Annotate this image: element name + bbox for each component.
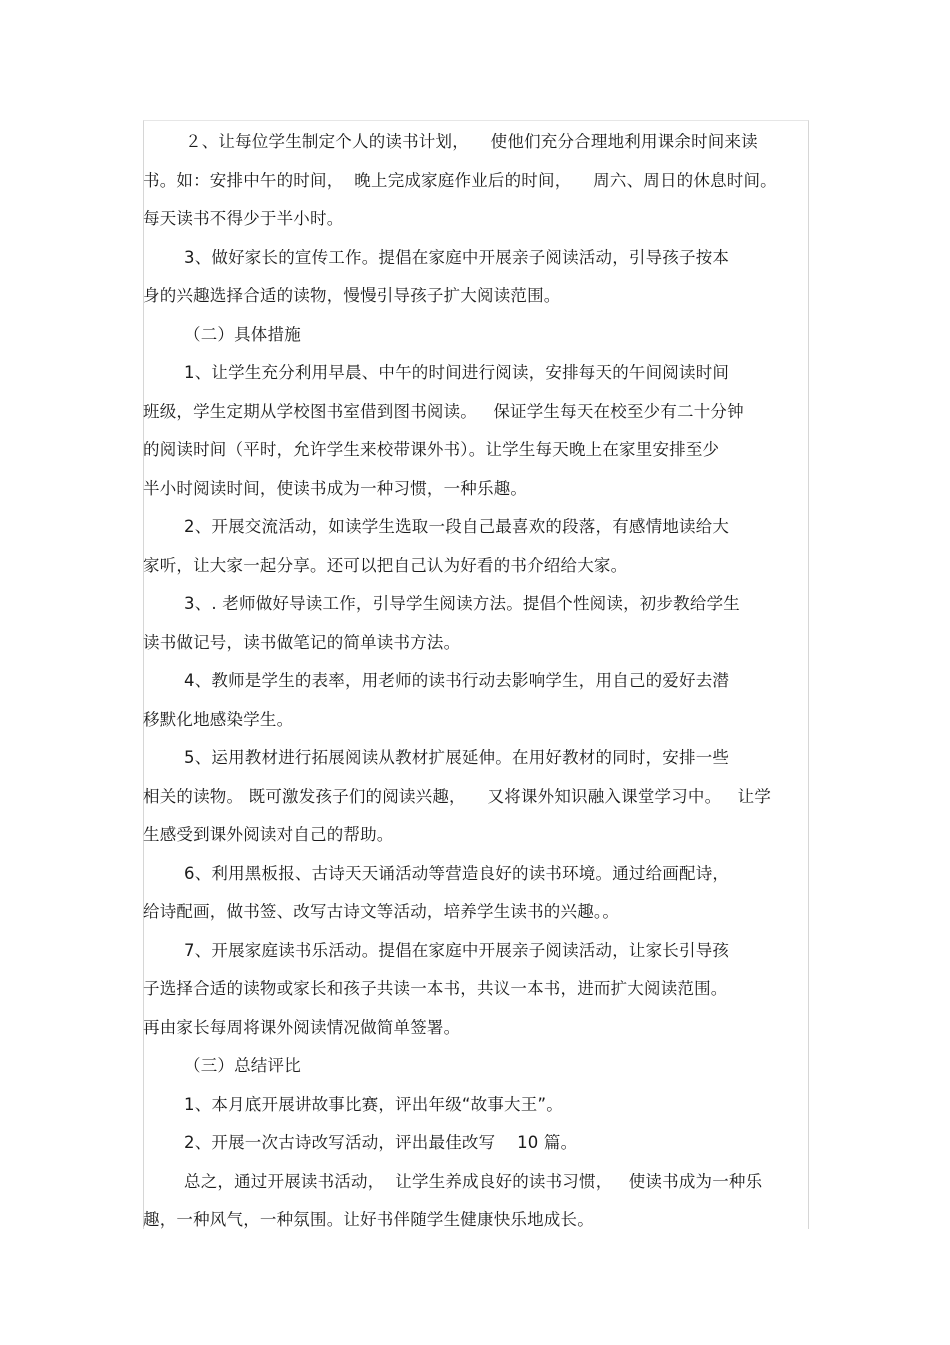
text-line: 生感受到课外阅读对自己的帮助。 [143,825,394,844]
text-line: 趣，一种风气，一种氛围。让好书伴随学生健康快乐地成长。 [143,1210,594,1229]
text-line: ２、让每位学生制定个人的读书计划， 使他们充分合理地利用课余时间来读 [185,132,758,151]
text-line: 1、让学生充分利用早晨、中午的时间进行阅读，安排每天的午间阅读时间 [184,363,730,382]
section-heading: （三）总结评比 [184,1056,301,1075]
text-line: 半小时阅读时间，使读书成为一种习惯，一种乐趣。 [143,479,528,498]
text-line: 每天读书不得少于半小时。 [143,209,344,228]
text-line: 6、利用黑板报、古诗天天诵活动等营造良好的读书环境。通过给画配诗， [184,864,730,883]
text-line: 2、开展一次古诗改写活动，评出最佳改写 10 篇。 [184,1133,578,1152]
text-line: 的阅读时间（平时，允许学生来校带课外书）。让学生每天晚上在家里安排至少 [143,440,720,459]
text-line: 5、运用教材进行拓展阅读从教材扩展延伸。在用好教材的同时，安排一些 [184,748,730,767]
text-line: 给诗配画，做书签、改写古诗文等活动，培养学生读书的兴趣。。 [143,902,620,921]
text-line: 再由家长每周将课外阅读情况做简单签署。 [143,1018,461,1037]
text-line: 移默化地感染学生。 [143,710,294,729]
text-line: 1、本月底开展讲故事比赛，评出年级“故事大王”。 [184,1095,563,1114]
text-line: 4、教师是学生的表率，用老师的读书行动去影响学生，用自己的爱好去潜 [184,671,730,690]
text-line: 总之，通过开展读书活动， 让学生养成良好的读书习惯， 使读书成为一种乐 [184,1172,763,1191]
text-line: 班级，学生定期从学校图书室借到图书阅读。 保证学生每天在校至少有二十分钟 [143,402,744,421]
text-line: 子选择合适的读物或家长和孩子共读一本书，共议一本书，进而扩大阅读范围。 [143,979,728,998]
text-line: 7、开展家庭读书乐活动。提倡在家庭中开展亲子阅读活动，让家长引导孩 [184,941,730,960]
text-line: 读书做记号，读书做笔记的简单读书方法。 [143,633,461,652]
text-line: 3、. 老师做好导读工作，引导学生阅读方法。提倡个性阅读，初步教给学生 [184,594,740,613]
text-line: 家听，让大家一起分享。还可以把自己认为好看的书介绍给大家。 [143,556,628,575]
text-line: 3、做好家长的宣传工作。提倡在家庭中开展亲子阅读活动，引导孩子按本 [184,248,730,267]
text-line: 身的兴趣选择合适的读物，慢慢引导孩子扩大阅读范围。 [143,286,561,305]
text-line: 书。如：安排中午的时间， 晚上完成家庭作业后的时间， 周六、周日的休息时间。 [143,171,777,190]
text-line: 2、开展交流活动，如读学生选取一段自己最喜欢的段落，有感情地读给大 [184,517,730,536]
text-line: 相关的读物。 既可激发孩子们的阅读兴趣， 又将课外知识融入课堂学习中。 让学 [143,787,772,806]
section-heading: （二）具体措施 [184,325,301,344]
